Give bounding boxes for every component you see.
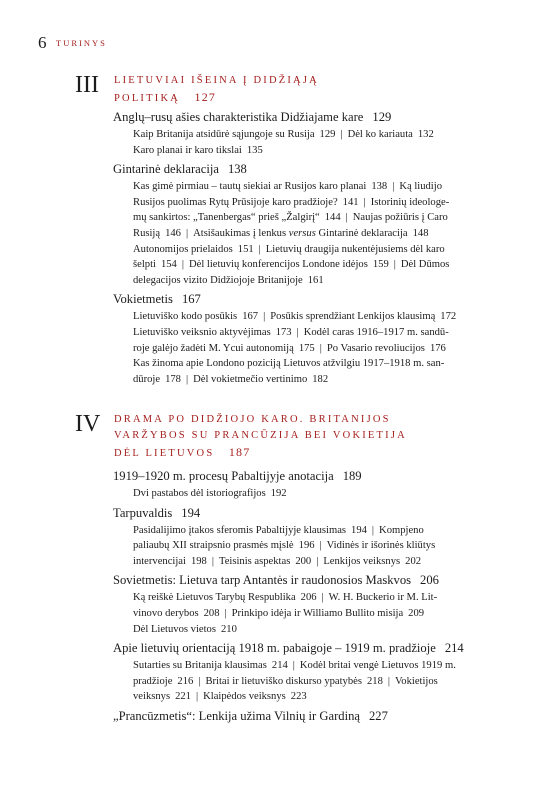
subsection-title: Dėl vokietmečio vertinimo [193,373,308,385]
subsection-title: Atsišaukimas į lenkus [193,227,287,239]
subsection-title: Dėl lietuvių konferencijos Londone idėjos [188,259,368,271]
subsection-page-number: 178 [165,373,181,385]
separator: | [181,259,184,271]
separator: | [292,660,295,672]
toc-subsections [133,309,456,387]
separator: | [387,675,390,687]
subsection-page-number: 198 [190,555,207,567]
subsection-title: Lietuviško kodo posūkis [133,311,238,323]
subsection-page-number: 200 [295,555,312,567]
toc-subsections [133,590,464,637]
subsection-title: Lenkijos veiksnys [323,555,401,567]
part-page-number: 127 [194,90,217,104]
running-title: TURINYS [56,38,107,48]
subsection-line [133,143,456,159]
separator: | [316,555,319,567]
subsection-page-number: 141 [342,196,359,208]
subsection-title: Pasidalijimo įtakos sferomis Pabaltijyje klausimas [133,524,347,536]
toc-subsections [133,523,464,570]
part-iii-sections [113,109,456,390]
toc-subsections [133,179,456,288]
subsection-page-number: 132 [417,129,434,140]
subsection-line [133,538,464,554]
subsection-page-number: 214 [271,660,288,672]
toc-subsections [133,658,464,705]
subsection-page-number: 202 [405,555,422,567]
separator: | [258,243,261,255]
subsection-line [133,658,464,674]
subsection-page-number: 151 [237,243,254,255]
separator: | [198,675,201,687]
subsection-title: Ką reiškė Lietuvos Tarybų Respublika [133,592,296,604]
section-page-number: 138 [227,162,247,177]
subsection-title: Rusiją [133,227,161,239]
subsection-line [133,523,464,539]
subsection-title: Naujas požiūris į Caro [352,212,448,224]
separator: | [340,129,343,140]
subsection-page-number: 218 [366,675,383,687]
subsection-title: vinovo derybos [133,607,199,619]
subsection-title: intervencijai [133,555,186,567]
subsection-page-number: 129 [319,129,336,140]
subsection-title: roje galėjo žadėti M. Ycui autonomiją [133,342,294,354]
subsection-title: Posūkis sprendžiant Lenkijos klausimą [270,311,436,323]
subsection-title: Po Vasario revoliucijos [326,342,425,354]
subsection-line [133,325,456,341]
part-page-number: 187 [228,445,251,459]
separator: | [296,326,299,338]
subsection-page-number: 146 [165,227,181,239]
part-title-line: LIETUVIAI IŠEINA Į DIDŽIĄJĄ [114,75,319,86]
subsection-title: delegacijos vizito Didžiojoje Britanijoje [133,274,303,286]
subsection-title: pradžioje [133,675,173,687]
subsection-title: Vokietijos [395,675,438,687]
subsection-title: šelpti [133,259,156,271]
part-title-line: POLITIKĄ [114,93,181,104]
subsection-title: Autonomijos prielaidos [133,243,233,255]
subsection-line [133,372,456,388]
part-title [114,412,407,462]
toc-section [113,640,464,656]
toc-subsections [133,127,456,158]
subsection-line [133,622,464,638]
section-title: Sovietmetis: Lietuva tarp Antantės ir raudonosios Maskvos [113,573,412,588]
subsection-line [133,179,456,195]
subsection-page-number: 135 [246,144,263,156]
subsection-title: Lietuvių draugija nukentėjusiems dėl karo [265,243,445,255]
subsection-title: paliaubų XII straipsnio prasmės mįslė [133,540,294,552]
subsection-title: W. H. Buckerio ir M. Lit- [328,592,438,604]
subsection-page-number: 194 [351,524,367,536]
separator: | [345,212,348,224]
toc-section [113,505,464,521]
subsection-title: versus [288,227,316,239]
subsection-line [133,257,456,273]
separator: | [319,342,322,354]
separator: | [392,181,395,193]
part-iv-sections [113,468,464,724]
subsection-title: Kaip Britanija atsidūrė sąjungoje su Rusija [133,129,315,140]
subsection-title: Lietuviško veiksnio aktyvėjimas [133,326,271,338]
toc-section [113,109,456,125]
part-title [114,73,319,107]
separator: | [263,311,266,323]
subsection-title: Gintarinė deklaracija [318,227,408,239]
separator: | [371,524,375,536]
subsection-page-number: 221 [175,691,191,703]
subsection-line [133,226,456,242]
toc-section [113,161,456,177]
toc-section [113,468,464,484]
section-page-number: 129 [372,110,392,124]
subsection-title: Kodėl britai vengė Lietuvos 1919 m. [299,660,456,672]
toc-subsections [133,486,464,502]
subsection-page-number: 159 [372,259,389,271]
subsection-line [133,356,456,372]
subsection-page-number: 173 [275,326,292,338]
section-page-number: 194 [181,505,201,520]
part-title-line: DĖL LIETUVOS [114,448,215,459]
subsection-title: Sutarties su Britanija klausimas [133,660,267,672]
section-page-number: 214 [444,641,464,656]
subsection-title: Dėl Lietuvos vietos [133,623,216,635]
subsection-line [133,242,456,258]
subsection-line [133,127,456,143]
section-title: Vokietmetis [113,292,173,307]
subsection-line [133,341,456,357]
part-roman-numeral: III [75,72,99,98]
section-page-number: 227 [368,708,388,723]
subsection-page-number: 154 [160,259,177,271]
toc-section [113,572,464,588]
separator: | [185,373,189,385]
subsection-title: Dvi pastabos dėl istoriografijos [133,488,266,499]
subsection-title: Kas žinoma apie Londono poziciją Lietuvos atžvilgiu 1917–1918 m. san- [133,358,445,370]
subsection-title: dūroje [133,373,161,385]
subsection-line [133,486,464,502]
subsection-page-number: 161 [307,274,324,286]
separator: | [363,196,366,208]
part-title-line: VARŽYBOS SU PRANCŪZIJA BEI VOKIETIJA [114,430,407,441]
separator: | [319,540,322,552]
subsection-page-number: 208 [203,607,220,619]
subsection-title: Britai ir lietuviško diskurso ypatybės [205,675,362,687]
subsection-title: Vidinės ir išorinės kliūtys [326,540,436,552]
section-title: Tarpuvaldis [113,505,173,520]
subsection-page-number: 167 [242,311,259,323]
subsection-page-number: 182 [312,373,329,385]
subsection-title: Dėl Dūmos [400,259,450,271]
part-roman-numeral: IV [75,411,101,437]
subsection-page-number: 206 [300,592,317,604]
section-title: Gintarinė deklaracija [113,162,219,177]
subsection-title: Dėl ko kariauta [347,129,413,140]
subsection-page-number: 216 [177,675,194,687]
subsection-line [133,195,456,211]
page-number: 6 [38,33,47,52]
subsection-title: Kodėl caras 1916–1917 m. sandū- [303,326,449,338]
subsection-title: veiksnys [133,691,171,703]
subsection-title: Kas gimė pirmiau – tautų siekiai ar Rusijos karo planai [133,181,367,193]
separator: | [211,555,214,567]
section-page-number: 206 [420,573,439,588]
subsection-title: Ką liudijo [399,181,442,193]
toc-section [113,708,464,724]
subsection-page-number: 138 [371,181,388,193]
section-title: „Prancūzmetis“: Lenkija užima Vilnių ir Gardiną [113,708,360,723]
subsection-page-number: 144 [324,212,341,224]
toc-section [113,291,456,307]
section-page-number: 167 [181,292,201,307]
subsection-title: Rusijos puolimas Rytų Prūsijoje karo pradžioje? [133,196,338,208]
subsection-line [133,273,456,289]
subsection-page-number: 148 [412,227,429,239]
subsection-line [133,674,464,690]
part-title-line: DRAMA PO DIDŽIOJO KARO. BRITANIJOS [114,414,391,425]
subsection-title: mų sankirtos: „Tanenbergas“ prieš „Žalgirį“ [133,212,320,224]
subsection-page-number: 210 [220,623,237,635]
subsection-title: Kompjeno [379,524,424,536]
separator: | [185,227,189,239]
subsection-line [133,606,464,622]
separator: | [393,259,396,271]
section-title: Apie lietuvių orientaciją 1918 m. pabaigoje – 1919 m. pradžioje [113,641,436,656]
separator: | [195,691,199,703]
separator: | [224,607,227,619]
separator: | [321,592,324,604]
subsection-page-number: 172 [440,311,457,323]
subsection-page-number: 175 [298,342,315,354]
section-title: Anglų–rusų ašies charakteristika Didžiajame kare [113,110,364,124]
subsection-title: Prinkipo idėja ir Williamo Bullito misija [231,607,404,619]
subsection-page-number: 192 [270,488,287,499]
section-title: 1919–1920 m. procesų Pabaltijyje anotacija [113,469,334,483]
subsection-line [133,210,456,226]
subsection-line [133,309,456,325]
subsection-title: Klaipėdos veiksnys [203,691,286,703]
subsection-page-number: 196 [298,540,315,552]
subsection-title: Karo planai ir karo tikslai [133,144,242,156]
subsection-title: Istorinių ideologe- [370,196,450,208]
subsection-page-number: 223 [290,691,307,703]
subsection-line [133,689,464,705]
subsection-line [133,590,464,606]
subsection-title: Teisinis aspektas [218,555,291,567]
section-page-number: 189 [342,469,362,483]
subsection-page-number: 176 [429,342,446,354]
subsection-line [133,554,464,570]
subsection-page-number: 209 [408,607,425,619]
